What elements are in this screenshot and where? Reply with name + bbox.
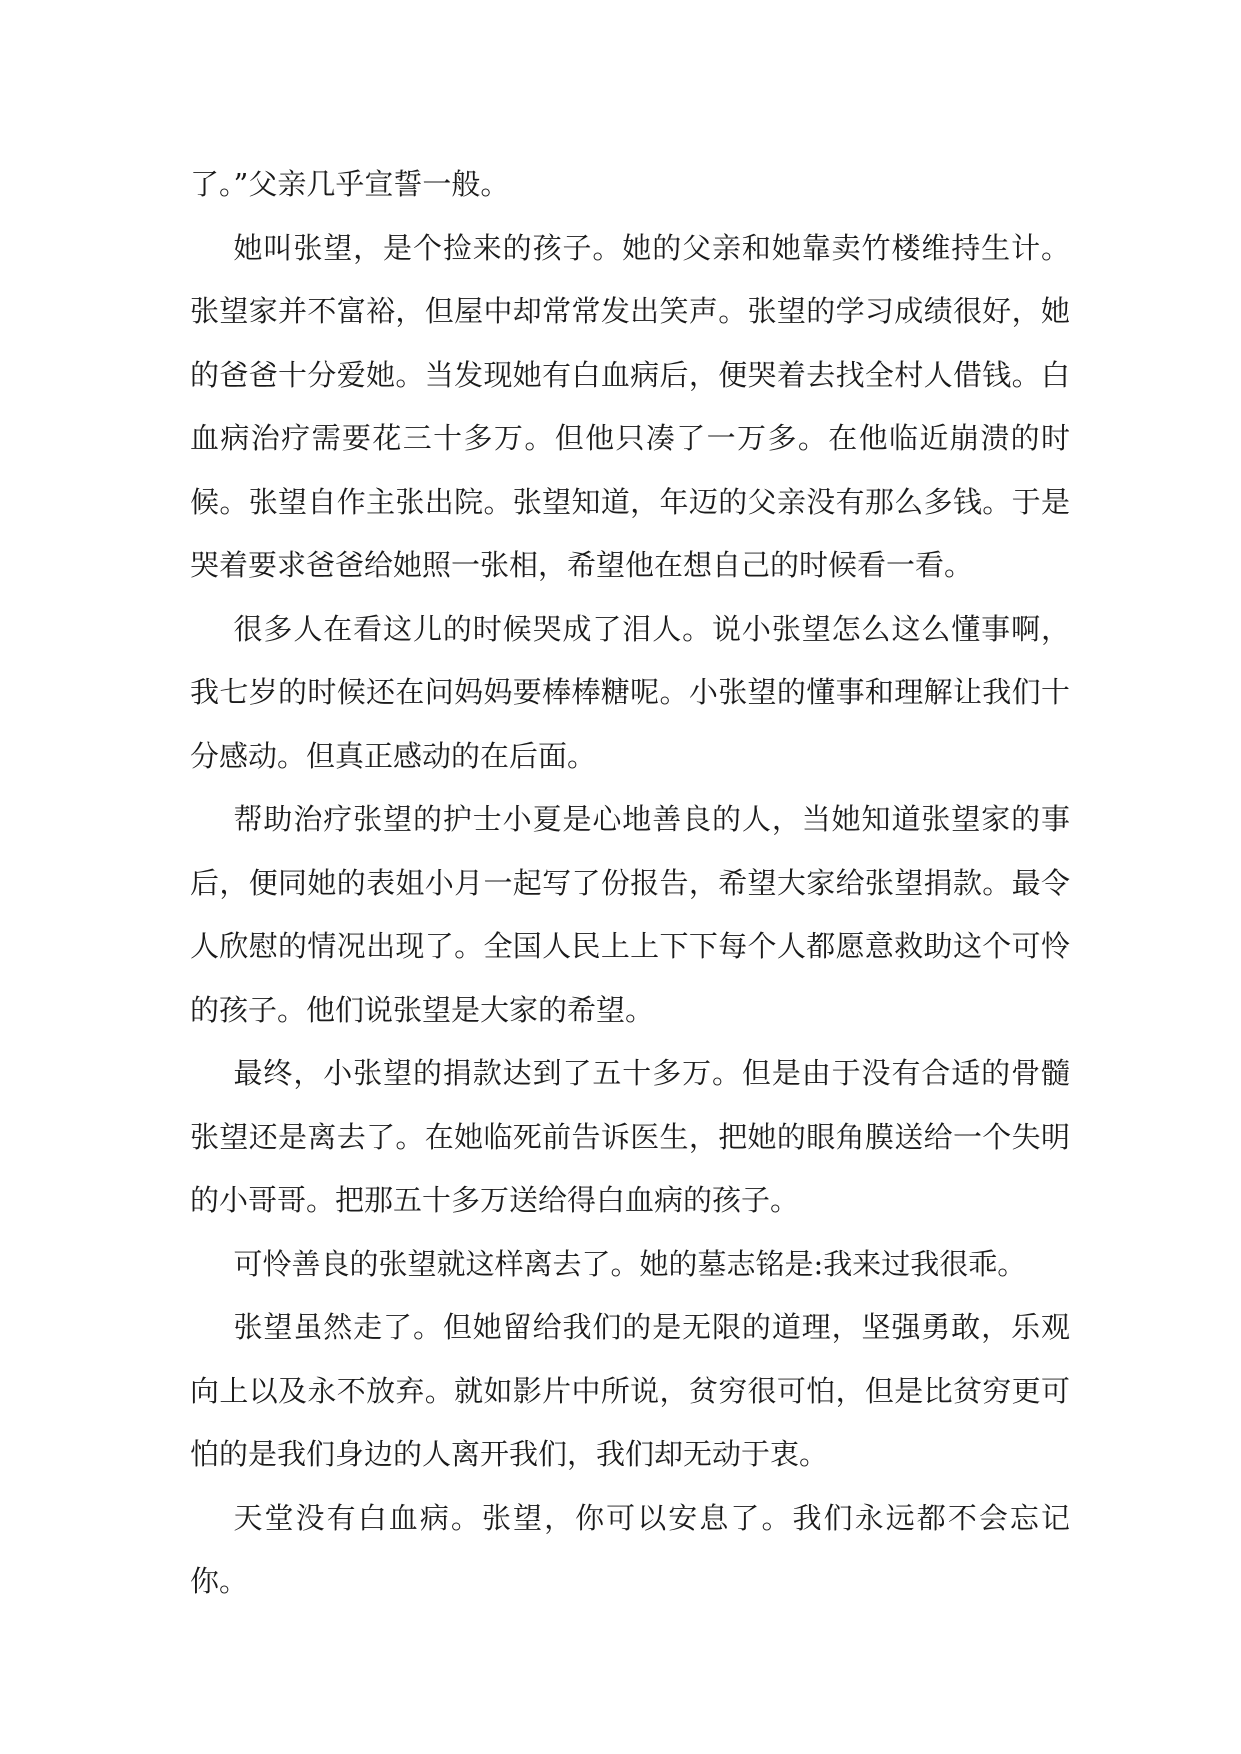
paragraph-1: 了。”父亲几乎宣誓一般。 — [190, 167, 510, 201]
document-body — [190, 153, 1070, 1614]
paragraph-8: 天堂没有白血病。张望，你可以安息了。我们永远都不会忘记你。 — [190, 1500, 1070, 1598]
paragraph-2: 她叫张望，是个捡来的孩子。她的父亲和她靠卖竹楼维持生计。张望家并不富裕，但屋中却常常发出笑声。张望的学习成绩很好，她的爸爸十分爱她。当发现她有白血病后，便哭着去找全村人借钱。白血病治疗需要花三十多万。但他只凑了一万多。在他临近崩溃的时候。张望自作主张出院。张望知道，年迈的父亲没有那么多钱。于是哭着要求爸爸给她照一张相，希望他在想自己的时候看一看。 — [190, 230, 1070, 582]
paragraph-3: 很多人在看这儿的时候哭成了泪人。说小张望怎么这么懂事啊，我七岁的时候还在问妈妈要棒棒糖呢。小张望的懂事和理解让我们十分感动。但真正感动的在后面。 — [190, 611, 1070, 773]
paragraph-6: 可怜善良的张望就这样离去了。她的墓志铭是:我来过我很乖。 — [233, 1246, 1027, 1281]
paragraph-4: 帮助治疗张望的护士小夏是心地善良的人，当她知道张望家的事后，便同她的表姐小月一起写了份报告，希望大家给张望捐款。最令人欣慰的情况出现了。全国人民上上下下每个人都愿意救助这个可怜的孩子。他们说张望是大家的希望。 — [190, 802, 1070, 1027]
paragraph-5: 最终，小张望的捐款达到了五十多万。但是由于没有合适的骨髓张望还是离去了。在她临死前告诉医生，把她的眼角膜送给一个失明的小哥哥。把那五十多万送给得白血病的孩子。 — [190, 1056, 1070, 1217]
paragraph-7: 张望虽然走了。但她留给我们的是无限的道理，坚强勇敢，乐观向上以及永不放弃。就如影片中所说，贫穷很可怕，但是比贫穷更可怕的是我们身边的人离开我们，我们却无动于衷。 — [190, 1310, 1070, 1471]
